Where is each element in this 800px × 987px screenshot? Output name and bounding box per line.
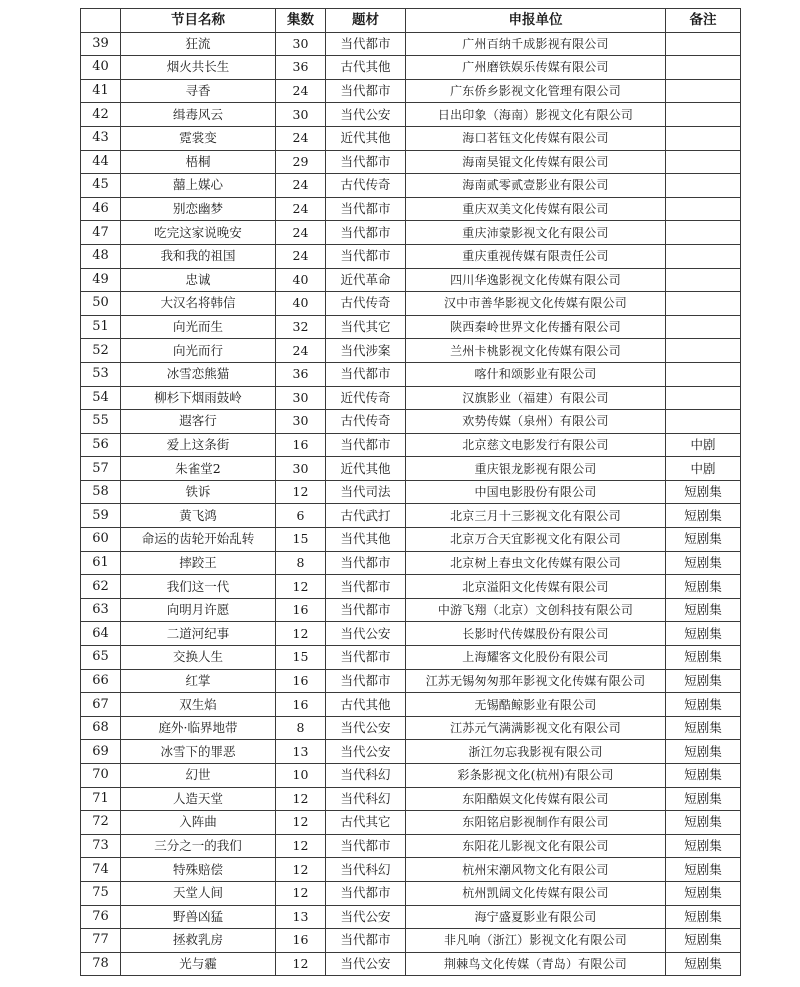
cell-genre: 当代都市 [326, 362, 406, 386]
cell-number: 77 [81, 929, 121, 953]
cell-episodes: 12 [276, 480, 326, 504]
cell-number: 65 [81, 646, 121, 670]
cell-episodes: 16 [276, 598, 326, 622]
cell-program-name: 天堂人间 [121, 881, 276, 905]
cell-genre: 近代其他 [326, 457, 406, 481]
cell-number: 48 [81, 244, 121, 268]
cell-program-name: 向光而行 [121, 339, 276, 363]
cell-number: 61 [81, 551, 121, 575]
cell-program-name: 别恋幽梦 [121, 197, 276, 221]
cell-note: 短剧集 [666, 646, 741, 670]
table-row [81, 764, 741, 788]
cell-program-name: 黄飞鸿 [121, 504, 276, 528]
cell-genre: 当代公安 [326, 905, 406, 929]
cell-episodes: 30 [276, 103, 326, 127]
table-row [81, 315, 741, 339]
cell-number: 68 [81, 716, 121, 740]
cell-note: 短剧集 [666, 787, 741, 811]
cell-applicant-unit: 杭州凯阔文化传媒有限公司 [406, 881, 666, 905]
cell-number: 54 [81, 386, 121, 410]
cell-program-name: 幻世 [121, 764, 276, 788]
table-row [81, 952, 741, 976]
cell-episodes: 16 [276, 693, 326, 717]
cell-episodes: 16 [276, 929, 326, 953]
cell-number: 78 [81, 952, 121, 976]
cell-genre: 当代都市 [326, 669, 406, 693]
header-number [81, 9, 121, 33]
cell-episodes: 12 [276, 811, 326, 835]
cell-number: 76 [81, 905, 121, 929]
cell-number: 69 [81, 740, 121, 764]
cell-episodes: 30 [276, 410, 326, 434]
table-row [81, 787, 741, 811]
table-row [81, 457, 741, 481]
cell-program-name: 三分之一的我们 [121, 834, 276, 858]
cell-applicant-unit: 广州磨铁娱乐传媒有限公司 [406, 56, 666, 80]
cell-note: 短剧集 [666, 952, 741, 976]
cell-number: 60 [81, 528, 121, 552]
cell-genre: 当代都市 [326, 221, 406, 245]
cell-note [666, 268, 741, 292]
table-row [81, 575, 741, 599]
cell-number: 39 [81, 32, 121, 56]
cell-note [666, 150, 741, 174]
cell-applicant-unit: 江苏无锡匆匆那年影视文化传媒有限公司 [406, 669, 666, 693]
cell-note: 短剧集 [666, 811, 741, 835]
cell-episodes: 12 [276, 881, 326, 905]
table-row [81, 881, 741, 905]
cell-episodes: 24 [276, 244, 326, 268]
cell-applicant-unit: 杭州宋潮风物文化有限公司 [406, 858, 666, 882]
cell-note: 短剧集 [666, 881, 741, 905]
cell-applicant-unit: 重庆双美文化传媒有限公司 [406, 197, 666, 221]
cell-note [666, 410, 741, 434]
cell-applicant-unit: 中游飞翔（北京）文创科技有限公司 [406, 598, 666, 622]
cell-episodes: 16 [276, 669, 326, 693]
table-row [81, 622, 741, 646]
cell-number: 64 [81, 622, 121, 646]
header-note: 备注 [666, 9, 741, 33]
cell-applicant-unit: 江苏元气满满影视文化有限公司 [406, 716, 666, 740]
cell-program-name: 梧桐 [121, 150, 276, 174]
cell-note: 短剧集 [666, 528, 741, 552]
cell-genre: 当代都市 [326, 881, 406, 905]
cell-applicant-unit: 广东侨乡影视文化管理有限公司 [406, 79, 666, 103]
cell-number: 66 [81, 669, 121, 693]
cell-episodes: 12 [276, 834, 326, 858]
table-row [81, 433, 741, 457]
cell-note [666, 79, 741, 103]
table-header-row [81, 9, 741, 33]
cell-applicant-unit: 长影时代传媒股份有限公司 [406, 622, 666, 646]
cell-episodes: 12 [276, 575, 326, 599]
cell-note [666, 174, 741, 198]
cell-note: 短剧集 [666, 716, 741, 740]
cell-number: 59 [81, 504, 121, 528]
cell-note [666, 32, 741, 56]
cell-program-name: 入阵曲 [121, 811, 276, 835]
cell-applicant-unit: 日出印象（海南）影视文化有限公司 [406, 103, 666, 127]
cell-note: 短剧集 [666, 551, 741, 575]
cell-number: 56 [81, 433, 121, 457]
cell-program-name: 交换人生 [121, 646, 276, 670]
cell-number: 70 [81, 764, 121, 788]
program-table [80, 8, 741, 976]
cell-applicant-unit: 北京万合天宜影视文化有限公司 [406, 528, 666, 552]
cell-number: 55 [81, 410, 121, 434]
cell-genre: 当代其它 [326, 315, 406, 339]
cell-program-name: 野兽凶猛 [121, 905, 276, 929]
cell-program-name: 吃完这家说晚安 [121, 221, 276, 245]
cell-applicant-unit: 重庆重视传媒有限责任公司 [406, 244, 666, 268]
cell-number: 74 [81, 858, 121, 882]
cell-applicant-unit: 海宁盛夏影业有限公司 [406, 905, 666, 929]
cell-applicant-unit: 欢势传媒（泉州）有限公司 [406, 410, 666, 434]
cell-applicant-unit: 广州百纳千成影视有限公司 [406, 32, 666, 56]
cell-episodes: 16 [276, 433, 326, 457]
table-row [81, 716, 741, 740]
cell-genre: 近代革命 [326, 268, 406, 292]
table-row [81, 292, 741, 316]
cell-applicant-unit: 兰州卡桃影视文化传媒有限公司 [406, 339, 666, 363]
cell-episodes: 36 [276, 362, 326, 386]
cell-program-name: 庭外·临界地带 [121, 716, 276, 740]
cell-program-name: 柳杉下烟雨鼓岭 [121, 386, 276, 410]
cell-note: 短剧集 [666, 693, 741, 717]
cell-episodes: 29 [276, 150, 326, 174]
cell-program-name: 忠诚 [121, 268, 276, 292]
cell-note: 短剧集 [666, 858, 741, 882]
cell-program-name: 我们这一代 [121, 575, 276, 599]
table-row [81, 480, 741, 504]
table-row [81, 103, 741, 127]
table-row [81, 858, 741, 882]
table-row [81, 56, 741, 80]
cell-program-name: 狂流 [121, 32, 276, 56]
cell-program-name: 我和我的祖国 [121, 244, 276, 268]
table-row [81, 598, 741, 622]
cell-episodes: 40 [276, 268, 326, 292]
cell-note: 短剧集 [666, 764, 741, 788]
cell-number: 62 [81, 575, 121, 599]
table-row [81, 693, 741, 717]
cell-number: 73 [81, 834, 121, 858]
cell-number: 43 [81, 126, 121, 150]
cell-genre: 古代传奇 [326, 174, 406, 198]
cell-number: 47 [81, 221, 121, 245]
cell-episodes: 15 [276, 646, 326, 670]
table-row [81, 646, 741, 670]
table-row [81, 551, 741, 575]
cell-note: 短剧集 [666, 905, 741, 929]
cell-applicant-unit: 北京三月十三影视文化有限公司 [406, 504, 666, 528]
cell-genre: 当代都市 [326, 197, 406, 221]
cell-genre: 当代都市 [326, 244, 406, 268]
cell-genre: 当代公安 [326, 952, 406, 976]
cell-program-name: 向光而生 [121, 315, 276, 339]
cell-episodes: 8 [276, 551, 326, 575]
table-row [81, 834, 741, 858]
cell-note [666, 56, 741, 80]
cell-episodes: 40 [276, 292, 326, 316]
cell-note [666, 221, 741, 245]
cell-applicant-unit: 东阳铭启影视制作有限公司 [406, 811, 666, 835]
cell-applicant-unit: 荆棘鸟文化传媒（青岛）有限公司 [406, 952, 666, 976]
cell-note: 短剧集 [666, 669, 741, 693]
cell-number: 58 [81, 480, 121, 504]
cell-number: 42 [81, 103, 121, 127]
cell-applicant-unit: 陕西秦岭世界文化传播有限公司 [406, 315, 666, 339]
cell-episodes: 12 [276, 787, 326, 811]
cell-note [666, 103, 741, 127]
cell-note [666, 386, 741, 410]
cell-applicant-unit: 四川华逸影视文化传媒有限公司 [406, 268, 666, 292]
cell-episodes: 36 [276, 56, 326, 80]
cell-number: 57 [81, 457, 121, 481]
cell-note [666, 315, 741, 339]
cell-episodes: 24 [276, 174, 326, 198]
cell-applicant-unit: 东阳酷娱文化传媒有限公司 [406, 787, 666, 811]
cell-number: 50 [81, 292, 121, 316]
cell-genre: 当代公安 [326, 103, 406, 127]
cell-program-name: 霓裳变 [121, 126, 276, 150]
cell-applicant-unit: 北京慈文电影发行有限公司 [406, 433, 666, 457]
cell-genre: 古代其他 [326, 693, 406, 717]
cell-genre: 当代科幻 [326, 858, 406, 882]
table-row [81, 386, 741, 410]
cell-number: 67 [81, 693, 121, 717]
cell-program-name: 烟火共长生 [121, 56, 276, 80]
header-applicant-unit: 申报单位 [406, 9, 666, 33]
cell-applicant-unit: 北京树上春虫文化传媒有限公司 [406, 551, 666, 575]
cell-number: 72 [81, 811, 121, 835]
cell-genre: 当代科幻 [326, 764, 406, 788]
cell-number: 40 [81, 56, 121, 80]
cell-program-name: 双生焰 [121, 693, 276, 717]
cell-episodes: 24 [276, 197, 326, 221]
table-row [81, 528, 741, 552]
table-row [81, 244, 741, 268]
cell-applicant-unit: 非凡响（浙江）影视文化有限公司 [406, 929, 666, 953]
cell-genre: 当代公安 [326, 716, 406, 740]
cell-genre: 近代其他 [326, 126, 406, 150]
cell-episodes: 13 [276, 905, 326, 929]
cell-episodes: 12 [276, 622, 326, 646]
cell-note: 中剧 [666, 457, 741, 481]
cell-episodes: 8 [276, 716, 326, 740]
cell-episodes: 30 [276, 32, 326, 56]
cell-number: 49 [81, 268, 121, 292]
cell-number: 75 [81, 881, 121, 905]
table-row [81, 362, 741, 386]
cell-number: 46 [81, 197, 121, 221]
cell-genre: 当代都市 [326, 575, 406, 599]
cell-genre: 当代都市 [326, 598, 406, 622]
cell-program-name: 命运的齿轮开始乱转 [121, 528, 276, 552]
cell-genre: 当代公安 [326, 622, 406, 646]
cell-note [666, 126, 741, 150]
cell-episodes: 10 [276, 764, 326, 788]
cell-note: 短剧集 [666, 622, 741, 646]
cell-note: 短剧集 [666, 929, 741, 953]
cell-note [666, 244, 741, 268]
table-row [81, 79, 741, 103]
cell-note: 短剧集 [666, 598, 741, 622]
cell-applicant-unit: 无锡酷鲸影业有限公司 [406, 693, 666, 717]
cell-number: 44 [81, 150, 121, 174]
table-row [81, 410, 741, 434]
cell-episodes: 15 [276, 528, 326, 552]
cell-applicant-unit: 东阳花儿影视文化有限公司 [406, 834, 666, 858]
cell-applicant-unit: 汉旗影业（福建）有限公司 [406, 386, 666, 410]
table-row [81, 268, 741, 292]
cell-episodes: 24 [276, 221, 326, 245]
cell-applicant-unit: 北京溢阳文化传媒有限公司 [406, 575, 666, 599]
cell-genre: 古代其他 [326, 56, 406, 80]
cell-episodes: 12 [276, 858, 326, 882]
cell-program-name: 二道河纪事 [121, 622, 276, 646]
cell-genre: 当代都市 [326, 646, 406, 670]
cell-genre: 近代传奇 [326, 386, 406, 410]
cell-number: 52 [81, 339, 121, 363]
header-program-name: 节目名称 [121, 9, 276, 33]
cell-applicant-unit: 中国电影股份有限公司 [406, 480, 666, 504]
cell-program-name: 摔跤王 [121, 551, 276, 575]
cell-note [666, 292, 741, 316]
cell-applicant-unit: 重庆沛蒙影视文化有限公司 [406, 221, 666, 245]
cell-note: 短剧集 [666, 834, 741, 858]
cell-episodes: 32 [276, 315, 326, 339]
cell-note [666, 339, 741, 363]
header-genre: 题材 [326, 9, 406, 33]
table-row [81, 929, 741, 953]
table-row [81, 197, 741, 221]
cell-number: 53 [81, 362, 121, 386]
cell-note: 短剧集 [666, 740, 741, 764]
cell-genre: 古代传奇 [326, 292, 406, 316]
table-row [81, 811, 741, 835]
cell-program-name: 向明月许愿 [121, 598, 276, 622]
cell-episodes: 24 [276, 339, 326, 363]
table-body [81, 32, 741, 976]
cell-note [666, 197, 741, 221]
cell-episodes: 30 [276, 386, 326, 410]
table-row [81, 740, 741, 764]
cell-program-name: 朱雀堂2 [121, 457, 276, 481]
cell-program-name: 遐客行 [121, 410, 276, 434]
table-row [81, 221, 741, 245]
table-row [81, 126, 741, 150]
cell-episodes: 13 [276, 740, 326, 764]
cell-genre: 当代科幻 [326, 787, 406, 811]
cell-number: 63 [81, 598, 121, 622]
cell-genre: 当代都市 [326, 32, 406, 56]
cell-genre: 古代武打 [326, 504, 406, 528]
cell-genre: 当代涉案 [326, 339, 406, 363]
table-row [81, 669, 741, 693]
cell-program-name: 红掌 [121, 669, 276, 693]
cell-applicant-unit: 海南昊锟文化传媒有限公司 [406, 150, 666, 174]
cell-genre: 当代都市 [326, 834, 406, 858]
cell-number: 71 [81, 787, 121, 811]
cell-genre: 当代其他 [326, 528, 406, 552]
table-row [81, 504, 741, 528]
cell-program-name: 大汉名将韩信 [121, 292, 276, 316]
cell-program-name: 铁诉 [121, 480, 276, 504]
cell-note: 短剧集 [666, 480, 741, 504]
table-row [81, 339, 741, 363]
cell-episodes: 30 [276, 457, 326, 481]
cell-note: 中剧 [666, 433, 741, 457]
cell-genre: 当代都市 [326, 150, 406, 174]
cell-program-name: 寻香 [121, 79, 276, 103]
cell-program-name: 拯救乳房 [121, 929, 276, 953]
cell-applicant-unit: 汉中市善华影视文化传媒有限公司 [406, 292, 666, 316]
table-row [81, 150, 741, 174]
cell-genre: 当代都市 [326, 551, 406, 575]
cell-number: 51 [81, 315, 121, 339]
cell-applicant-unit: 彩条影视文化(杭州)有限公司 [406, 764, 666, 788]
cell-program-name: 囍上媒心 [121, 174, 276, 198]
cell-genre: 当代公安 [326, 740, 406, 764]
cell-episodes: 12 [276, 952, 326, 976]
cell-genre: 古代传奇 [326, 410, 406, 434]
header-episodes: 集数 [276, 9, 326, 33]
table-row [81, 32, 741, 56]
cell-genre: 古代其它 [326, 811, 406, 835]
cell-note: 短剧集 [666, 504, 741, 528]
cell-genre: 当代都市 [326, 929, 406, 953]
cell-applicant-unit: 浙江勿忘我影视有限公司 [406, 740, 666, 764]
cell-program-name: 光与霾 [121, 952, 276, 976]
cell-genre: 当代都市 [326, 79, 406, 103]
cell-program-name: 冰雪下的罪恶 [121, 740, 276, 764]
cell-genre: 当代都市 [326, 433, 406, 457]
cell-episodes: 24 [276, 126, 326, 150]
cell-applicant-unit: 喀什和颂影业有限公司 [406, 362, 666, 386]
table-row [81, 174, 741, 198]
cell-program-name: 爱上这条街 [121, 433, 276, 457]
cell-applicant-unit: 海口茗钰文化传媒有限公司 [406, 126, 666, 150]
cell-applicant-unit: 上海耀客文化股份有限公司 [406, 646, 666, 670]
cell-note [666, 362, 741, 386]
cell-applicant-unit: 海南贰零贰壹影业有限公司 [406, 174, 666, 198]
cell-episodes: 6 [276, 504, 326, 528]
cell-applicant-unit: 重庆银龙影视有限公司 [406, 457, 666, 481]
cell-episodes: 24 [276, 79, 326, 103]
cell-genre: 当代司法 [326, 480, 406, 504]
cell-program-name: 特殊赔偿 [121, 858, 276, 882]
cell-program-name: 冰雪恋熊猫 [121, 362, 276, 386]
table-row [81, 905, 741, 929]
cell-number: 45 [81, 174, 121, 198]
cell-note: 短剧集 [666, 575, 741, 599]
cell-program-name: 人造天堂 [121, 787, 276, 811]
cell-number: 41 [81, 79, 121, 103]
cell-program-name: 缉毒风云 [121, 103, 276, 127]
